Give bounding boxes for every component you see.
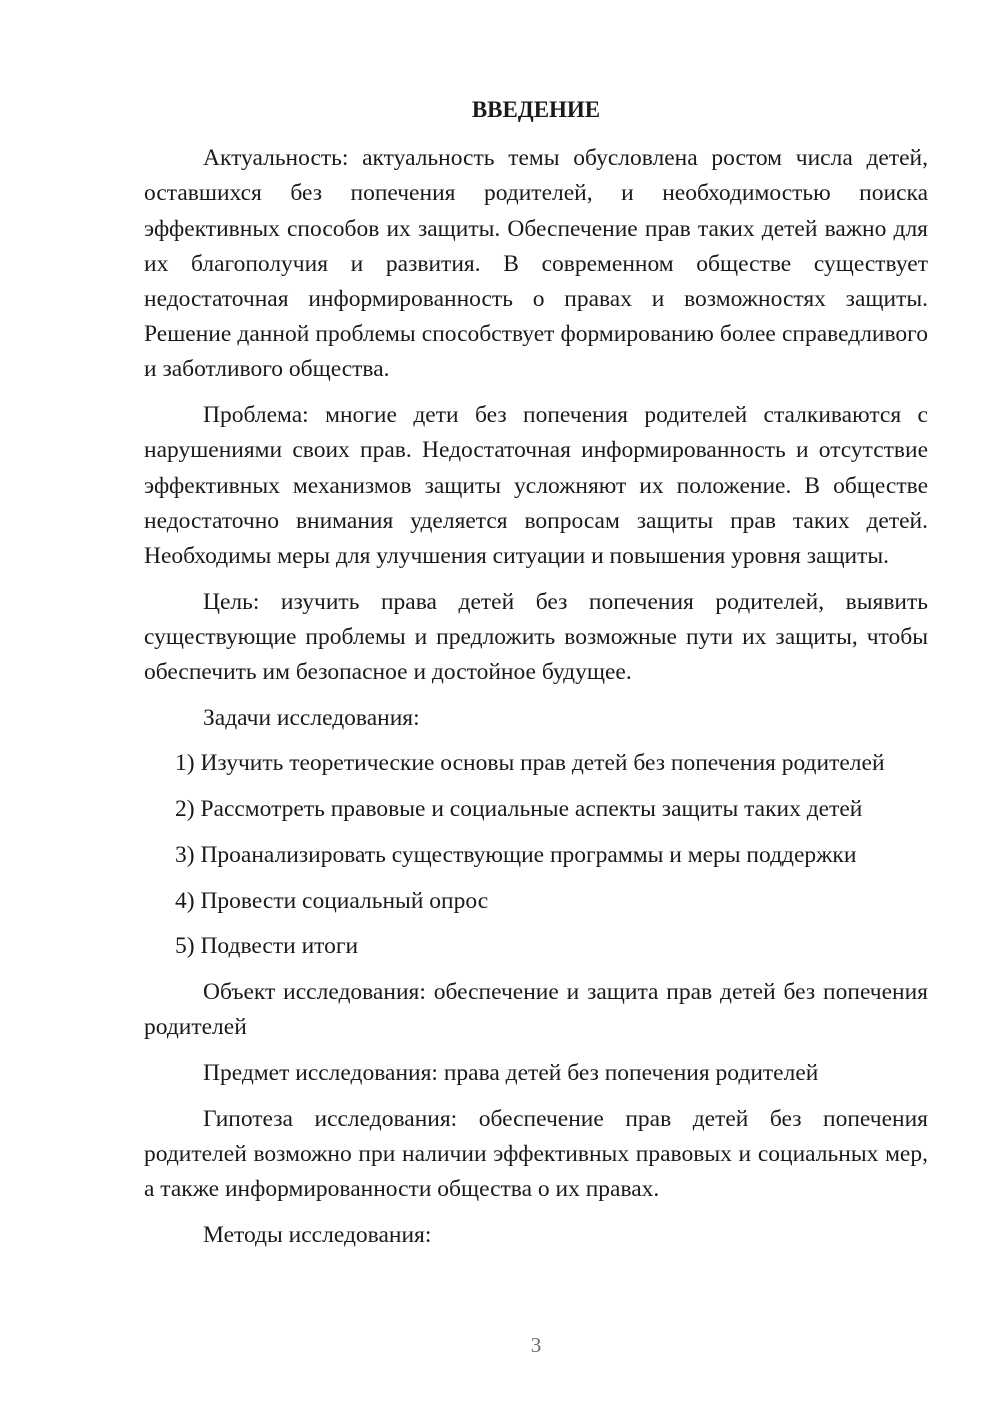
task-item: 2) Рассмотреть правовые и социальные аспекты защиты таких детей — [175, 796, 863, 823]
task-item: 5) Подвести итоги — [175, 933, 359, 960]
page-number: 3 — [530, 1333, 542, 1357]
tasks-heading: Задачи исследования: — [203, 704, 420, 731]
task-item: 3) Проанализировать существующие программы и меры поддержки — [175, 841, 857, 868]
page-content — [144, 92, 928, 1263]
paragraph-subject: Предмет исследования: права детей без попечения родителей — [203, 1059, 819, 1086]
tasks-list — [144, 746, 928, 964]
paragraph-problem: Проблема: многие дети без попечения родителей сталкиваются с нарушениями своих прав. Недостаточная информированность и отсутствие эффективных механизмов защиты усложняют их положение. В обществе недостаточно внимания уделяется вопросам защиты прав таких детей. Необходимы меры для улучшения ситуации и повышения уровня защиты. — [144, 402, 928, 569]
paragraph-object: Объект исследования: обеспечение и защита прав детей без попечения родителей — [144, 978, 928, 1041]
task-item: 1) Изучить теоретические основы прав детей без попечения родителей — [175, 750, 885, 777]
paragraph-relevance: Актуальность: актуальность темы обусловлена ростом числа детей, оставшихся без попечения родителей, и необходимостью поиска эффективных способов их защиты. Обеспечение прав таких детей важно для их благополучия и развития. В современном обществе существует недостаточная информированность о правах и возможностях защиты. Решение данной проблемы способствует формированию более справедливого и заботливого общества. — [144, 145, 928, 383]
paragraph-hypothesis: Гипотеза исследования: обеспечение прав детей без попечения родителей возможно при наличии эффективных правовых и социальных мер, а также информированности общества о их правах. — [144, 1105, 928, 1202]
paragraph-goal: Цель: изучить права детей без попечения родителей, выявить существующие проблемы и предложить возможные пути их защиты, чтобы обеспечить им безопасное и достойное будущее. — [144, 588, 928, 686]
paragraph-methods-heading: Методы исследования: — [203, 1221, 432, 1248]
task-item: 4) Провести социальный опрос — [175, 887, 489, 914]
section-title: ВВЕДЕНИЕ — [471, 97, 601, 122]
